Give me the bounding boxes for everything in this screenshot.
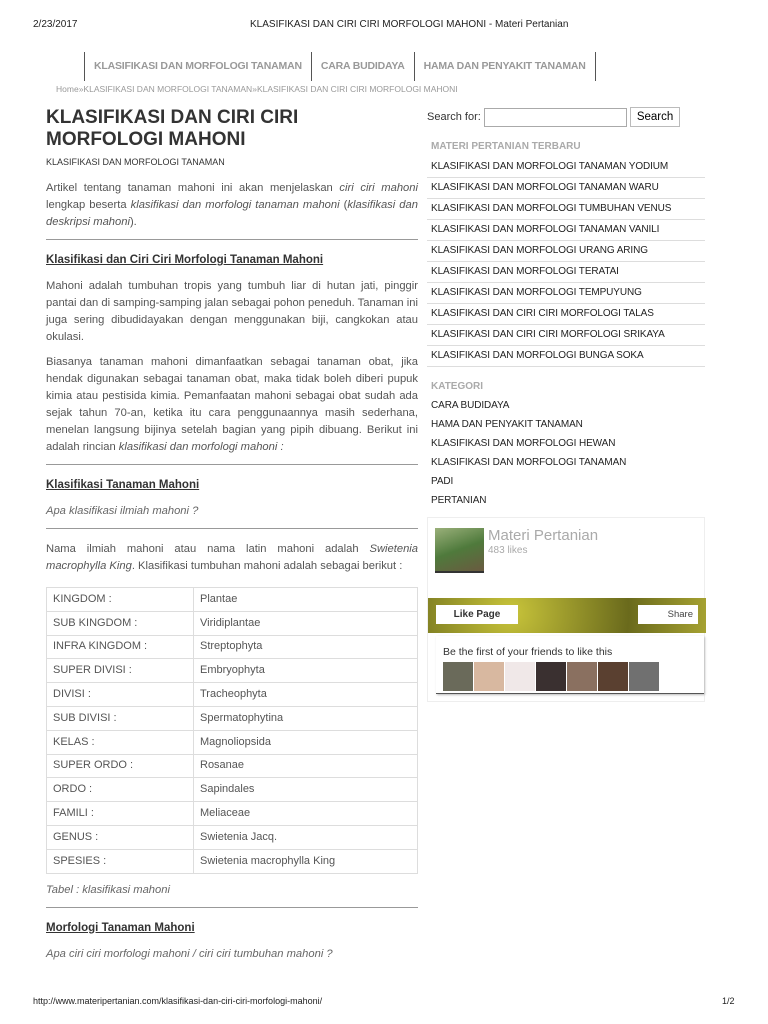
latest-widget (427, 138, 705, 511)
table-value: Magnoliopsida (194, 730, 418, 754)
friend-avatar[interactable] (629, 662, 659, 691)
category-link[interactable]: PERTANIAN (431, 495, 487, 506)
table-value: Spermatophytina (194, 706, 418, 730)
latest-post-link[interactable]: KLASIFIKASI DAN MORFOLOGI TANAMAN VANILI (427, 220, 705, 241)
table-label: SUPER DIVISI : (47, 659, 194, 683)
table-value: Meliaceae (194, 802, 418, 826)
latest-heading: MATERI PERTANIAN TERBARU (431, 141, 581, 152)
nav-cara-budidaya[interactable]: CARA BUDIDAYA (312, 52, 415, 81)
table-row (47, 778, 418, 802)
table-label: SPESIES : (47, 849, 194, 873)
category-link[interactable]: KLASIFIKASI DAN MORFOLOGI HEWAN (431, 438, 616, 449)
search-label: Search for: (427, 111, 481, 123)
table-value: Streptophyta (194, 635, 418, 659)
divider (46, 528, 418, 529)
table-value: Tracheophyta (194, 683, 418, 707)
table-row (47, 825, 418, 849)
table-row (47, 659, 418, 683)
search-button[interactable]: Search (630, 107, 680, 127)
divider (46, 239, 418, 240)
share-button[interactable]: Share (638, 605, 698, 624)
friend-avatar[interactable] (505, 662, 535, 691)
section-heading: Klasifikasi dan Ciri Ciri Morfologi Tanaman Mahoni (46, 254, 324, 266)
latest-post-link[interactable]: KLASIFIKASI DAN MORFOLOGI TUMBUHAN VENUS (427, 199, 705, 220)
question: Apa ciri ciri morfologi mahoni / ciri ciri tumbuhan mahoni ? (46, 947, 333, 960)
post-category[interactable]: KLASIFIKASI DAN MORFOLOGI TANAMAN (46, 157, 225, 167)
table-label: KINGDOM : (47, 588, 194, 612)
page-thumbnail[interactable] (435, 528, 484, 573)
latest-post-link[interactable]: KLASIFIKASI DAN CIRI CIRI MORFOLOGI TALAS (427, 304, 705, 325)
breadcrumb-sep: » (252, 84, 257, 94)
print-title: KLASIFIKASI DAN CIRI CIRI MORFOLOGI MAHONI - Materi Pertanian (250, 19, 569, 30)
section-heading: Klasifikasi Tanaman Mahoni (46, 479, 200, 491)
table-row (47, 802, 418, 826)
page-title: KLASIFIKASI DAN CIRI CIRI MORFOLOGI MAHONI (46, 107, 299, 150)
table-row (47, 611, 418, 635)
category-link[interactable]: HAMA DAN PENYAKIT TANAMAN (431, 419, 583, 430)
cover-photo (428, 598, 706, 633)
fb-page-name[interactable]: Materi Pertanian (488, 527, 599, 544)
fb-likes: 483 likes (488, 545, 528, 556)
table-row (47, 683, 418, 707)
table-label: SUB DIVISI : (47, 706, 194, 730)
category-heading: KATEGORI (431, 381, 484, 392)
like-page-button[interactable]: Like Page (436, 605, 518, 624)
latest-post-link[interactable]: KLASIFIKASI DAN CIRI CIRI MORFOLOGI SRIKAYA (427, 325, 705, 346)
intro-paragraph: Artikel tentang tanaman mahoni ini akan menjelaskan ciri ciri mahoni lengkap beserta klasifikasi dan morfologi tanaman mahoni (klasifikasi dan deskripsi mahoni). (46, 182, 418, 228)
table-row (47, 635, 418, 659)
table-row (47, 849, 418, 873)
paragraph: Nama ilmiah mahoni atau nama latin mahoni adalah Swietenia macrophylla King. Klasifikasi tumbuhan mahoni adalah sebagai berikut : (46, 543, 418, 572)
paragraph: Mahoni adalah tumbuhan tropis yang tumbuh liar di hutan jati, pinggir pantai dan di samping-samping jalan sebagai pohon peneduh. Tanaman ini juga sering dibudidayakan dengan menggunakan biji, cangkokan atau okulasi. (46, 280, 418, 343)
classification-table (46, 587, 418, 874)
breadcrumb-current: KLASIFIKASI DAN CIRI CIRI MORFOLOGI MAHONI (256, 84, 458, 94)
breadcrumb-sep: » (78, 84, 84, 94)
latest-post-link[interactable]: KLASIFIKASI DAN MORFOLOGI TERATAI (427, 262, 705, 283)
table-label: FAMILI : (47, 802, 194, 826)
latest-post-link[interactable]: KLASIFIKASI DAN MORFOLOGI TEMPUYUNG (427, 283, 705, 304)
category-link[interactable]: KLASIFIKASI DAN MORFOLOGI TANAMAN (431, 457, 627, 468)
table-value: Plantae (194, 588, 418, 612)
table-value: Rosanae (194, 754, 418, 778)
friends-box (436, 636, 704, 694)
latest-post-link[interactable]: KLASIFIKASI DAN MORFOLOGI BUNGA SOKA (427, 346, 705, 367)
latest-post-link[interactable]: KLASIFIKASI DAN MORFOLOGI TANAMAN WARU (427, 178, 705, 199)
latest-post-link[interactable]: KLASIFIKASI DAN MORFOLOGI URANG ARING (427, 241, 705, 262)
breadcrumb-home[interactable]: Home (56, 84, 79, 94)
table-value: Sapindales (194, 778, 418, 802)
friend-avatar[interactable] (536, 662, 566, 691)
main-nav (84, 52, 596, 81)
table-value: Viridiplantae (194, 611, 418, 635)
table-value: Embryophyta (194, 659, 418, 683)
table-row (47, 754, 418, 778)
facebook-widget (427, 517, 705, 702)
table-label: INFRA KINGDOM : (47, 635, 194, 659)
nav-klasifikasi[interactable]: KLASIFIKASI DAN MORFOLOGI TANAMAN (85, 52, 312, 81)
table-label: GENUS : (47, 825, 194, 849)
divider (46, 464, 418, 465)
table-label: SUPER ORDO : (47, 754, 194, 778)
friend-avatar[interactable] (474, 662, 504, 691)
breadcrumb (56, 84, 458, 94)
category-link[interactable]: PADI (431, 476, 454, 487)
footer-url: http://www.materipertanian.com/klasifikasi-dan-ciri-ciri-morfologi-mahoni/ (33, 996, 323, 1006)
paragraph: Biasanya tanaman mahoni dimanfaatkan sebagai tanaman obat, jika hendak digunakan sebagai tanaman obat, maka tidak boleh diberi pupuk kimia atau pestisida kimia. Pemanfaatan mahoni sebagai obat sudah ada sejak tahun 70-an, ketika itu cara penggunaannya masih sederhana, menelan langsung bijinya setelah bagian yang pipih dibuang. Berikut ini adalah rincian klasifikasi dan morfologi mahoni : (46, 356, 418, 453)
friend-avatar[interactable] (567, 662, 597, 691)
section-heading: Morfologi Tanaman Mahoni (46, 921, 195, 934)
question: Apa klasifikasi ilmiah mahoni ? (46, 505, 199, 517)
table-caption: Tabel : klasifikasi mahoni (46, 883, 170, 896)
table-value: Swietenia Jacq. (194, 825, 418, 849)
divider (46, 907, 418, 908)
breadcrumb-category[interactable]: KLASIFIKASI DAN MORFOLOGI TANAMAN (83, 84, 253, 94)
category-link[interactable]: CARA BUDIDAYA (431, 400, 510, 411)
table-label: ORDO : (47, 778, 194, 802)
friend-avatar[interactable] (443, 662, 473, 691)
table-label: SUB KINGDOM : (47, 611, 194, 635)
friends-text: Be the first of your friends to like this (443, 646, 613, 658)
search-form (427, 107, 705, 127)
table-value: Swietenia macrophylla King (194, 849, 418, 873)
latest-post-link[interactable]: KLASIFIKASI DAN MORFOLOGI TANAMAN YODIUM (427, 157, 705, 178)
table-row (47, 730, 418, 754)
table-row (47, 706, 418, 730)
table-row (47, 588, 418, 612)
print-date: 2/23/2017 (33, 19, 78, 30)
nav-hama[interactable]: HAMA DAN PENYAKIT TANAMAN (415, 52, 596, 81)
table-label: DIVISI : (47, 683, 194, 707)
search-input[interactable] (484, 108, 627, 127)
friend-avatar[interactable] (598, 662, 628, 691)
page-number: 1/2 (722, 996, 735, 1006)
table-label: KELAS : (47, 730, 194, 754)
article-body (46, 180, 418, 971)
